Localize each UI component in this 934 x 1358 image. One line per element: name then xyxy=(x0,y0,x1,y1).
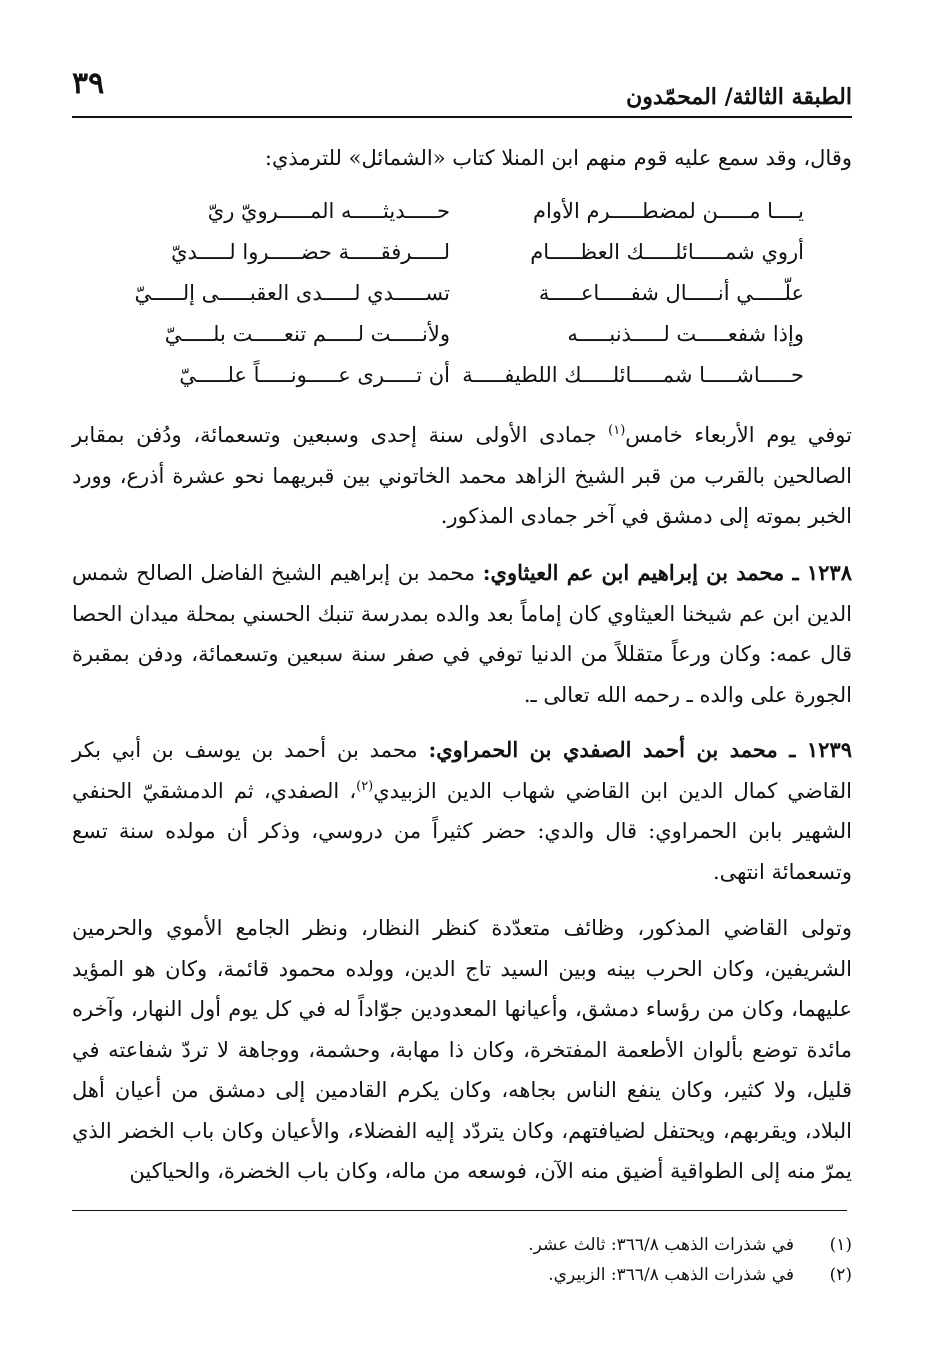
poem-verse xyxy=(150,231,804,272)
footnote-rule xyxy=(72,1210,847,1211)
tenure-paragraph: وتولى القاضي المذكور، وظائف متعدّدة كنظر النظار، ونظر الجامع الأموي والحرمين الشريفين، وكان الحرب بينه وبين السيد تاج الدين، وولده محمود قائمة، وكان هو المؤيد عليهما، وكان من رؤساء دمشق، وأعيانها المعدودين جوّاداً له في كل يوم أول النهار، وآخره مائدة توضع بألوان الأطعمة المفتخرة، وكان ذا مهابة، وحشمة، ووجاهة لا تردّ شفاعته في قليل، ولا كثير، وكان ينفع الناس بجاهه، وكان يكرم القادمين إلى دمشق من أعيان أهل البلاد، ويقربهم، ويحتفل لضيافتهم، وكان يتردّد إليه الفضلاء، والأعيان وكان باب الخضر الذي يمرّ منه إلى الطواقية أضيق منه الآن، فوسعه من ماله، وكان باب الخضرة، والحياكين xyxy=(72,916,852,1183)
footnotes xyxy=(72,1230,852,1290)
verse-second-hemistich: تســـــدي لـــــدى العقبـــــى إلـــــيّ xyxy=(134,280,450,305)
footnote xyxy=(72,1230,852,1260)
entry-1239-body-after-note: ، الصفدي، ثم الدمشقيّ الحنفي الشهير بابن الحمراوي: قال والدي: حضر كثيراً من دروسي، وذكر أن مولده سنة تسع وتسعمائة انتهى. xyxy=(72,778,852,884)
page-number: ٣٩ xyxy=(72,66,105,101)
verse-first-hemistich: وإذا شفعـــــت لـــــذنبـــــه xyxy=(567,321,804,346)
verse-second-hemistich: حـــــديثـــــه المـــــرويّ ريّ xyxy=(207,198,450,223)
entry-1238-heading: ١٢٣٨ ـ محمد بن إبراهيم ابن عم العيثاوي: xyxy=(482,560,852,585)
verse-first-hemistich: علّـــــي أنـــــال شفـــــاعـــــة xyxy=(538,280,804,305)
header-rule xyxy=(72,116,852,118)
poem-verse xyxy=(150,313,804,354)
verse-first-hemistich: حـــــاشـــــا شمـــــائلـــــك اللطيفـــــة xyxy=(462,362,804,387)
running-title: الطبقة الثالثة/ المحمّدون xyxy=(626,84,852,110)
verse-first-hemistich: أروي شمـــــائلـــــك العظـــــام xyxy=(530,239,804,264)
footnote-ref[interactable]: (٢) xyxy=(356,778,374,794)
entry-1238-body: محمد بن إبراهيم الشيخ الفاضل الصالح شمس الدين ابن عم شيخنا العيثاوي كان إماماً بعد والده بمدرسة تنبك الحسني بمحلة ميدان الحصا قال عمه: وكان ورعاً متقللاً من الدنيا توفي في صفر سنة سبعين وتسعمائة، ودفن بمقبرة الجورة على والده ـ رحمه الله تعالى ـ. xyxy=(72,561,852,707)
verse-second-hemistich: ولأنـــــت لـــــم تنعـــــت بلـــــيّ xyxy=(164,321,450,346)
poem-intro: وقال، وقد سمع عليه قوم منهم ابن المنلا كتاب «الشمائل» للترمذي: xyxy=(264,146,852,170)
entry-1239 xyxy=(72,730,852,892)
death-paragraph xyxy=(72,415,852,537)
verse-second-hemistich: لـــــرفقـــــة حضـــــروا لـــــديّ xyxy=(171,239,450,264)
footnote-number: (١) xyxy=(829,1235,852,1255)
poem xyxy=(134,190,804,395)
footnote-number: (٢) xyxy=(829,1265,852,1285)
poem-verse xyxy=(150,354,804,395)
verse-second-hemistich: أن تـــــرى عـــــونـــــاً علـــــيّ xyxy=(179,362,450,387)
footnote-text: في شذرات الذهب ٣٦٦/٨: الزبيري. xyxy=(548,1265,794,1285)
death-text-after-note: جمادى الأولى سنة إحدى وسبعين وتسعمائة، ودُفن بمقابر الصالحين بالقرب من قبر الشيخ الزاهد محمد الخاتوني بين قبريهما نحو عشرة أذرع، وورد الخبر بموته إلى دمشق في آخر جمادى المذكور. xyxy=(72,423,852,528)
footnote xyxy=(72,1260,852,1290)
poem-verse xyxy=(150,190,804,231)
entry-1239-body-before-note: محمد بن أحمد بن يوسف بن أبي بكر القاضي كمال الدين ابن القاضي شهاب الدين الزبيدي xyxy=(72,738,852,803)
poem-verse xyxy=(134,272,804,313)
verse-first-hemistich: يــــا مـــــن لمضطـــــرم الأوام xyxy=(533,198,804,223)
footnote-text: في شذرات الذهب ٣٦٦/٨: ثالث عشر. xyxy=(528,1235,794,1255)
entry-1239-heading: ١٢٣٩ ـ محمد بن أحمد الصفدي بن الحمراوي: xyxy=(428,737,852,762)
entry-1238 xyxy=(72,553,852,715)
death-text-before-note: توفي يوم الأربعاء خامس xyxy=(625,423,852,447)
footnote-ref[interactable]: (١) xyxy=(608,423,626,438)
